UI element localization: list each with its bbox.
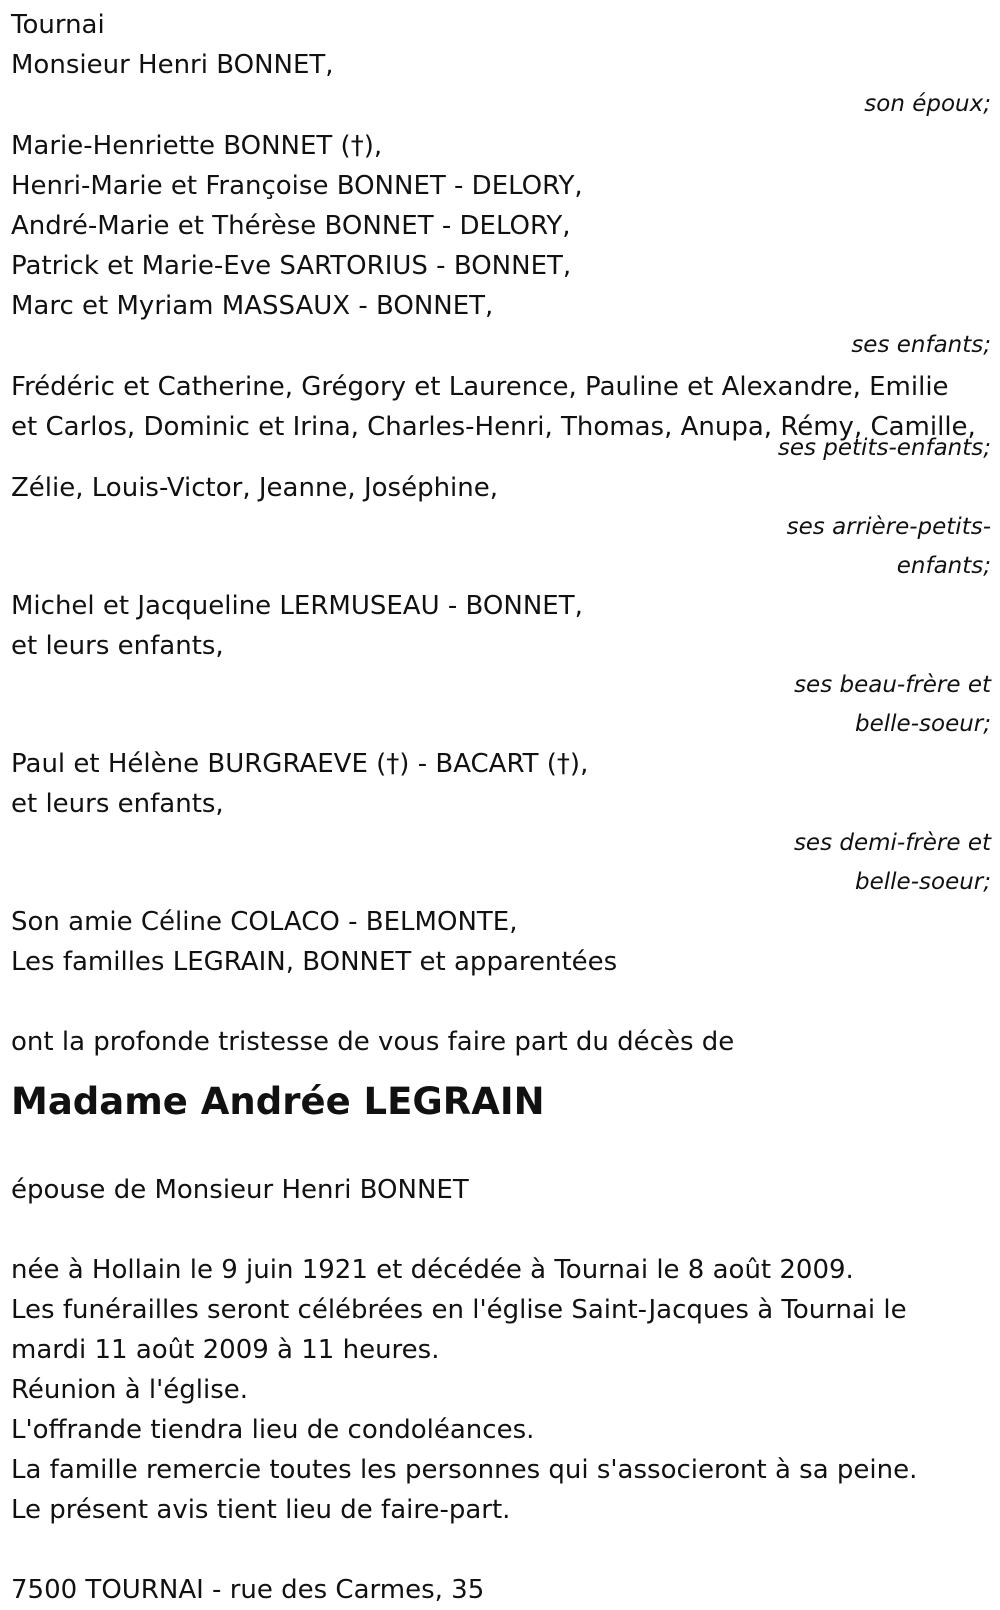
- obituary-notice: [11, 5, 991, 1610]
- in-laws-role: ses beau-frère et: [794, 672, 991, 698]
- deceased-name: Madame Andrée LEGRAIN: [11, 1080, 545, 1123]
- address: 7500 TOURNAI - rue des Carmes, 35: [11, 1575, 485, 1605]
- half-siblings-line: et leurs enfants,: [11, 789, 224, 819]
- grandchildren-line: et Carlos, Dominic et Irina, Charles-Henri, Thomas, Anupa, Rémy, Camille,: [11, 412, 976, 442]
- in-laws-line: Michel et Jacqueline LERMUSEAU - BONNET,: [11, 591, 583, 621]
- detail-line: La famille remercie toutes les personnes qui s'associeront à sa peine.: [11, 1455, 918, 1485]
- grandchildren-line: Frédéric et Catherine, Grégory et Laurence, Pauline et Alexandre, Emilie: [11, 372, 949, 402]
- in-laws-line: et leurs enfants,: [11, 631, 224, 661]
- child-line: Marie-Henriette BONNET (†),: [11, 131, 383, 161]
- child-line: Henri-Marie et Françoise BONNET - DELORY,: [11, 171, 583, 201]
- detail-line: L'offrande tiendra lieu de condoléances.: [11, 1415, 535, 1445]
- spouse-line: Monsieur Henri BONNET,: [11, 50, 334, 80]
- detail-line: mardi 11 août 2009 à 11 heures.: [11, 1335, 440, 1365]
- city: Tournai: [11, 10, 105, 40]
- detail-line: Réunion à l'église.: [11, 1375, 249, 1405]
- half-siblings-line: Paul et Hélène BURGRAEVE (†) - BACART (†),: [11, 749, 589, 779]
- children-role: ses enfants;: [851, 332, 991, 358]
- detail-line: Le présent avis tient lieu de faire-part.: [11, 1495, 511, 1525]
- great-grandchildren-role: ses arrière-petits-: [786, 514, 991, 540]
- child-line: André-Marie et Thérèse BONNET - DELORY,: [11, 211, 571, 241]
- half-siblings-role: ses demi-frère et: [793, 830, 991, 856]
- great-grandchildren-line: Zélie, Louis-Victor, Jeanne, Joséphine,: [11, 473, 499, 503]
- great-grandchildren-role: enfants;: [896, 553, 991, 579]
- detail-line: Les funérailles seront célébrées en l'église Saint-Jacques à Tournai le: [11, 1295, 907, 1325]
- in-laws-role: belle-soeur;: [855, 711, 991, 737]
- grandchildren-role: ses petits-enfants;: [777, 435, 991, 461]
- spouse-role: son époux;: [864, 91, 991, 117]
- child-line: Patrick et Marie-Eve SARTORIUS - BONNET,: [11, 251, 572, 281]
- spouse-of: épouse de Monsieur Henri BONNET: [11, 1175, 469, 1205]
- child-line: Marc et Myriam MASSAUX - BONNET,: [11, 291, 494, 321]
- detail-line: née à Hollain le 9 juin 1921 et décédée à Tournai le 8 août 2009.: [11, 1255, 854, 1285]
- half-siblings-role: belle-soeur;: [855, 869, 991, 895]
- other-mourners-line: Son amie Céline COLACO - BELMONTE,: [11, 907, 518, 937]
- other-mourners-line: Les familles LEGRAIN, BONNET et apparentées: [11, 947, 618, 977]
- announcement: ont la profonde tristesse de vous faire part du décès de: [11, 1027, 735, 1057]
